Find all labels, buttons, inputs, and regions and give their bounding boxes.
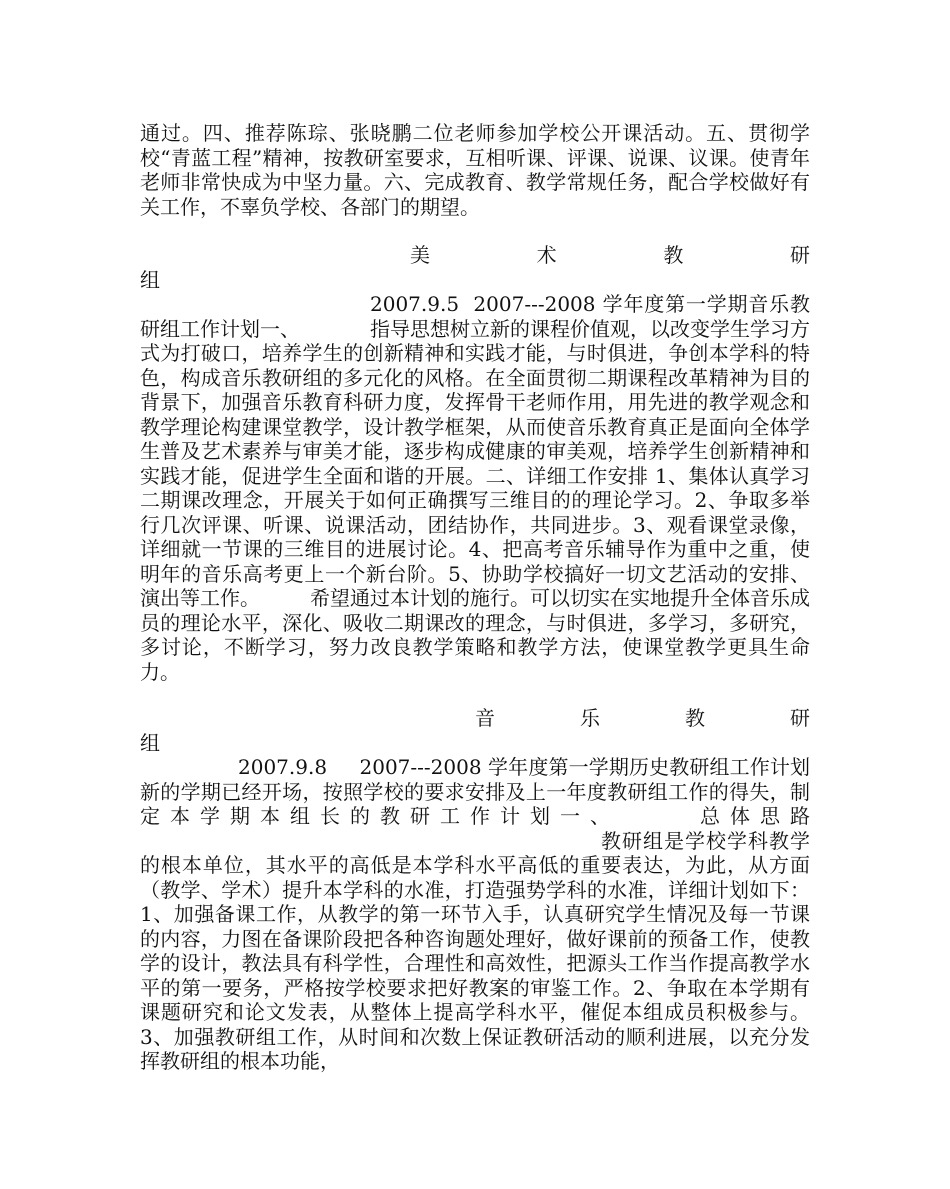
paragraph-1-text: 通过。四、推荐陈琮、张晓鹏二位老师参加学校公开课活动。五、贯彻学校“青蓝工程”精神，按教研室要求，互相听课、评课、说课、议课。使青年老师非常快成为中坚力量。六、完成教育、教学常规任务，配合学校做好有关工作，不辜负学校、各部门的期望。 <box>140 121 810 219</box>
signature-music-line <box>140 706 810 731</box>
signature-music-char: 音 <box>475 706 495 730</box>
paragraph-2-date: 2007.9.5 <box>370 292 460 316</box>
paragraph-3-body-b: 教研组是学校学科教学的根本单位，其水平的高低是本学科水平高低的重要表达，为此，从方面（教学、学术）提升本学科的水准，打造强势学科的水准，详细计划如下：1、加强备课工作，从教学的第一环节入手，认真研究学生情况及每一节课的内容，力图在备课阶段把各种咨询题处理好，做好课前的预备工作，使教学的设计，教法具有科学性，合理性和高效性，把源头工作当作提高教学水平的第一要务，严格按学校要求把好教案的审鉴工作。2、争取在本学期有课题研究和论文发表，从整体上提高学科水平，催促本组成员积极参与。3、加强教研组工作，从时间和次数上保证教研活动的顺利进展，以充分发挥教研组的根本功能， <box>140 828 810 1073</box>
paragraph-3 <box>140 755 810 1074</box>
signature-art-group <box>140 243 810 292</box>
signature-art-char: 术 <box>536 243 557 267</box>
signature-art-char: 教 <box>663 243 684 267</box>
signature-music-char: 教 <box>685 706 705 730</box>
paragraph-2 <box>140 292 810 684</box>
signature-music-last: 组 <box>140 730 160 755</box>
signature-music-char: 乐 <box>580 706 600 730</box>
paragraph-2-text <box>140 292 810 684</box>
signature-art-char: 美 <box>410 243 430 267</box>
signature-art-last: 组 <box>140 267 160 292</box>
paragraph-3-date: 2007.9.8 <box>238 755 328 779</box>
signature-art-char: 研 <box>789 243 810 267</box>
paragraph-2-body: 2007---2008 学年度第一学期音乐教研组工作计划一、 指导思想树立新的课程价值观，以改变学生学习方式为打破口，培养学生的创新精神和实践才能，与时俱进，争创本学科的特色，构成音乐教研组的多元化的风格。在全面贯彻二期课程改革精神为目的背景下，加强音乐教育科研力度，发挥骨干老师作用，用先进的教学观念和教学理论构建课堂教学，设计教学框架，从而使音乐教育真正是面向全体学生普及艺术素养与审美才能，逐步构成健康的审美观，培养学生创新精神和实践才能，促进学生全面和谐的开展。二、详细工作安排 1、集体认真学习二期课改理念，开展关于如何正确撰写三维目的的理论学习。2、争取多举行几次评课、听课、说课活动，团结协作，共同进步。3、观看课堂录像，详细就一节课的三维目的进展讨论。4、把高考音乐辅导作为重中之重，使明年的音乐高考更上一个新台阶。5、协助学校搞好一切文艺活动的安排、演出等工作。 希望通过本计划的施行。可以切实在实地提升全体音乐成员的理论水平，深化、吸收二期课改的理念，与时俱进，多学习，多研究，多讨论，不断学习，努力改良教学策略和教学方法，使课堂教学更具生命力。 <box>140 292 811 684</box>
paragraph-3-text <box>140 755 810 1074</box>
paragraph-3-body: 2007---2008 学年度第一学期历史教研组工作计划新的学期已经开场，按照学校的要求安排及上一年度教研组工作的得失，制定本学期本组长的教研工作计划一、 总体思路 <box>140 755 810 828</box>
signature-art-line <box>140 243 810 268</box>
signature-music-char: 研 <box>790 706 810 730</box>
signature-music-group <box>140 706 810 755</box>
paragraph-1 <box>140 121 810 219</box>
